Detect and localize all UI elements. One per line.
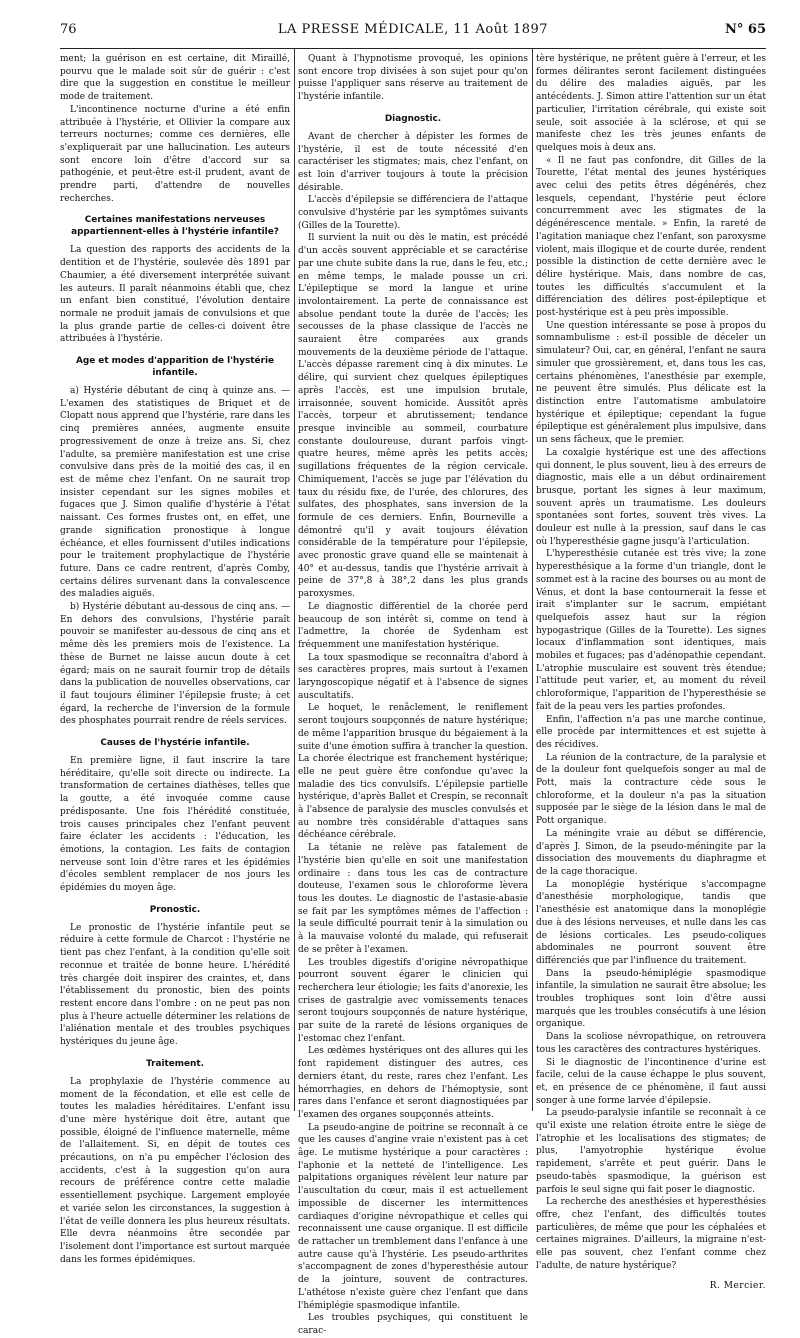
paragraph: La monoplégie hystérique s'accompagne d'anesthésie morphologique, tandis que l'anesthésie est anatomique dans la monoplégie due à des lésions nerveuses, et nulle dans les cas de lésions corticales. Les pseudo-coliques abdominales ne pourront souvent être différenciés que par l'influence du traitement. <box>536 879 766 966</box>
article-body <box>60 48 766 1336</box>
paragraph: La prophylaxie de l'hystérie commence au moment de la fécondation, et elle est celle de toutes les maladies héréditaires. L'enfant issu d'une mère hystérique doit être, autant que possible, éloigné de l'influence maternelle, même de l'allaitement. Si, en dépit de toutes ces précautions, on n'a pu empêcher l'éclosion des accidents, c'est à la suggestion qu'on aura recours de préférence contre cette maladie essentiellement psychique. Largement employée et variée selon les circonstances, la suggestion à l'état de veille donnera les plus heureux résultats. Elle devra néanmoins être secondée par l'isolement dont l'importance est surtout marquée dans les formes épidémiques. <box>60 1076 290 1265</box>
paragraph: Les troubles digestifs d'origine névropathique pourront souvent égarer le clinicien qui recherchera leur étiologie; les faits d'anorexie, les crises de gastralgie avec vomissements tenaces seront toujours soupçonnés de nature hystérique, par suite de la rareté de lésions organiques de l'estomac chez l'enfant. <box>298 957 528 1044</box>
paragraph: La recherche des anesthésies et hyperesthésies offre, chez l'enfant, des difficultés toutes particulières, de même que pour les céphalées et certaines migraines. D'ailleurs, la migraine n'est-elle pas souvent, chez l'enfant comme chez l'adulte, de nature hystérique? <box>536 1197 766 1271</box>
page-header <box>60 22 766 44</box>
paragraph: L'accès d'épilepsie se différenciera de l'attaque convulsive d'hystérie par les symptômes suivants (Gilles de la Tourette). <box>298 195 528 231</box>
paragraph: La méningite vraie au début se différencie, d'après J. Simon, de la pseudo-méningite par la dissociation des mouvements du diaphragme et de la cage thoracique. <box>536 828 766 877</box>
paragraph: En première ligne, il faut inscrire la tare héréditaire, qu'elle soit directe ou indirecte. La transformation de certaines diathèses, telles que la goutte, a été invoquée comme cause prédisposante. Une fois l'hérédité constituée, trois causes principales chez l'enfant peuvent faire éclater les accidents : l'éducation, les émotions, la contagion. Les faits de contagion nerveuse sont loin d'être rares et les épidémies d'écoles semblent remplacer de nos jours les épidémies du moyen âge. <box>60 756 290 894</box>
section-heading: Diagnostic. <box>384 113 442 124</box>
page-number: 76 <box>60 22 77 37</box>
paragraph: Il survient la nuit ou dès le matin, est précédé d'un accès souvent appréciable et se caractérise par une chute subite dans la rue, dans le feu, etc.; en même temps, le malade pousse un cri. L'épileptique se mord la langue et urine involontairement. La perte de connaissance est absolue pendant toute la durée de l'accès; les secousses de la phase classique de l'accès ne sauraient être comparées aux grands mouvements de la deuxième période de l'attaque. L'accès dépasse rarement cinq à dix minutes. Le délire, qui survient chez quelques épileptiques après l'accès, est une impulsion brutale, irraisonnée, souvent homicide. Aussitôt après l'accès, torpeur et abrutissement; tendance presque invincible au sommeil, courbature constante douloureuse, durant parfois vingt-quatre heures, même après les petits accès; sugillations fréquentes de la région cervicale. Chimiquement, l'accès se juge par l'élévation du taux du résidu fixe, de l'urée, des chlorures, des sulfates, des phosphates, sans inversion de la formule de ces derniers. Enfin, Bourneville a démontré qu'il y avait toujours élévation considérable de la température pour l'épilepsie, avec pronostic grave quand elle se maintenait à 40° et au-dessus, tandis que l'hystérie arrivait à peine de 37°,8 à 38°,2 dans les plus grands paroxysmes. <box>298 233 528 600</box>
paragraph: La tétanie ne relève pas fatalement de l'hystérie bien qu'elle en soit une manifestation ordinaire : dans tous les cas de contracture douteuse, l'examen sous le chloroforme lèvera tous les doutes. Le diagnostic de l'astasie-abasie se fait par les symptômes mêmes de l'affection : la seule difficulté pourrait tenir à la simulation ou à la mauvaise volonté du malade, qui refuserait de se prêter à l'examen. <box>298 843 528 955</box>
column-rule <box>294 49 295 1111</box>
paragraph: tère hystérique, ne prêtent guère à l'erreur, et les formes délirantes seront facilement distinguées du délire des maladies aiguës, par les antécédents. J. Simon attire l'attention sur un état particulier, l'irritation cérébrale, qui existe soit seule, soit associée à la sclérose, et qui se manifeste chez les très jeunes enfants de quelques mois à deux ans. <box>536 54 766 153</box>
paragraph: La pseudo-paralysie infantile se reconnaît à ce qu'il existe une relation étroite entre le siège de l'atrophie et les localisations des stigmates; de plus, l'amyotrophie hystérique évolue rapidement, s'arrête et peut guérir. Dans le pseudo-tabès spasmodique, la guérison est parfois le seul signe qui fait poser le diagnostic. <box>536 1108 766 1195</box>
paragraph: La coxalgie hystérique est une des affections qui donnent, le plus souvent, lieu à des erreurs de diagnostic, mais elle a un début ordinairement brusque, portant les signes à leur maximum, souvent après un traumatisme. Les douleurs spontanées sont fortes, souvent très vives. La douleur est nulle à la pression, sauf dans le cas où l'hyperesthésie gagne jusqu'à l'articulation. <box>536 447 766 547</box>
paragraph: Le pronostic de l'hystérie infantile peut se réduire à cette formule de Charcot : l'hystérie ne tient pas chez l'enfant, à la condition qu'elle soit reconnue et traitée de bonne heure. L'hérédité très chargée doit inspirer des craintes, et, dans l'établissement du pronostic, bien des points restent encore dans l'ombre : on ne peut pas non plus à l'heure actuelle déterminer les relations de l'aliénation mentale et des troubles psychiques hystériques du jeune âge. <box>60 922 290 1048</box>
paragraph: L'incontinence nocturne d'urine a été enfin attribuée à l'hystérie, et Ollivier la compare aux terreurs nocturnes; comme ces dernières, elle s'expliquerait par une hallucination. Les auteurs sont encore loin d'être d'accord sur sa pathogénie, et peut-être est-il prudent, avant de prendre parti, d'attendre de nouvelles recherches. <box>60 104 290 204</box>
section-heading: Traitement. <box>146 1058 204 1069</box>
section-heading: Causes de l'hystérie infantile. <box>100 738 250 749</box>
journal-title: LA PRESSE MÉDICALE, 11 Août 1897 <box>277 22 549 37</box>
section-heading: Certaines manifestations nerveuses appartiennent-elles à l'hystérie infantile? <box>71 215 279 238</box>
paragraph: Si le diagnostic de l'incontinence d'urine est facile, celui de la cause échappe le plus souvent, et, en présence de ce phénomène, il faut aussi songer à une forme larvée d'épilepsie. <box>536 1057 766 1106</box>
paragraph: Les œdèmes hystériques ont des allures qui les font rapidement distinguer des autres, ces derniers étant, du reste, rares chez l'enfant. Les hémorrhagies, en dehors de l'hémoptysie, sont rares dans l'enfance et seront diagnostiquées par l'examen des organes soupçonnés atteints. <box>298 1046 528 1120</box>
paragraph: L'hyperesthésie cutanée est très vive; la zone hyperesthésique a la forme d'un triangle, dont le sommet est à la racine des bourses ou au mont de Vénus, et dont la base contournerait la fesse et irait s'implanter sur le sacrum, empiétant quelquefois assez haut sur la région hypogastrique (Gilles de la Tourette). Les signes locaux d'inflammation sont identiques, mais mobiles et fugaces; pas d'adénopathie cependant. L'atrophie musculaire est souvent très étendue; l'attitude peut varier, et, au moment du réveil chloroformique, l'apparition de l'hyperesthésie se fait de la peau vers les parties profondes. <box>536 549 766 712</box>
paragraph: Avant de chercher à dépister les formes de l'hystérie, il est de toute nécessité d'en caractériser les stigmates; mais, chez l'enfant, on est loin d'arriver toujours à toute la précision désirable. <box>298 131 528 193</box>
paragraph: Les troubles psychiques, qui constituent le carac- <box>298 1313 528 1336</box>
section-heading: Pronostic. <box>149 904 201 915</box>
section-heading: Age et modes d'apparition de l'hystérie infantile. <box>75 356 275 379</box>
column-1 <box>60 49 290 1265</box>
paragraph: Dans la pseudo-hémiplégie spasmodique infantile, la simulation ne saurait être absolue; les troubles trophiques sont loin d'être aussi marqués que les troubles consécutifs à une lésion organique. <box>536 968 766 1030</box>
paragraph: La question des rapports des accidents de la dentition et de l'hystérie, soulevée dès 1891 par Chaumier, a été diversement interprétée suivant les auteurs. Il paraît néanmoins établi que, chez un enfant bien constitué, l'évolution dentaire normale ne produit jamais de convulsions et que la plus grande partie de celles-ci doivent être attribuées à l'hystérie. <box>60 245 290 345</box>
paragraph: La toux spasmodique se reconnaîtra d'abord à ses caractères propres, mais surtout à l'examen laryngoscopique négatif et à l'absence de signes auscultatifs. <box>298 652 528 701</box>
paragraph: La pseudo-angine de poitrine se reconnaît à ce que les causes d'angine vraie n'existent pas à cet âge. Le mutisme hystérique a pour caractères : l'aphonie et la netteté de l'intelligence. Les palpitations organiques révèlent leur nature par l'auscultation du cœur, mais il est actuellement impossible de discerner les intermittences cardiaques d'origine névropathique et celles qui reconnaissent une cause organique. Il est difficile de rattacher un tremblement dans l'enfance à une autre cause qu'à l'hystérie. Les pseudo-arthrites s'accompagnent de zones d'hyperesthésie autour de la jointure, souvent de contractures. L'athétose n'existe guère chez l'enfant que dans l'hémiplégie spasmodique infantile. <box>298 1122 528 1311</box>
paragraph: a) Hystérie débutant de cinq à quinze ans. — L'examen des statistiques de Briquet et de Clopatt nous apprend que l'hystérie, rare dans les cinq premières années, augmente ensuite progressivement de onze à treize ans. Si, chez l'adulte, sa première manifestation est une crise convulsive dans près de la moitié des cas, il en est de même chez l'enfant. On ne saurait trop insister cependant sur les signes mobiles et fugaces que J. Simon qualifie d'hystérie à l'état naissant. Ces formes frustes ont, en effet, une grande signification pronostique à longue échéance, et elles fournissent d'utiles indications pour le traitement prophylactique de l'hystérie future. Dans ce cadre rentrent, d'après Comby, certains délires survenant dans la convalescence des maladies aiguës. <box>60 386 290 600</box>
paragraph: « Il ne faut pas confondre, dit Gilles de la Tourette, l'état mental des jeunes hystériques avec celui des petits êtres dégénérés, chez lesquels, cependant, l'hystérie peut éclore concurremment avec les stigmates de la dégénérescence mentale. » Enfin, la rareté de l'agitation maniaque chez l'enfant, son paroxysme violent, mais illogique et de courte durée, rendent possible la distinction de cette dernière avec le délire hystérique. Mais, dans nombre de cas, toutes les difficultés s'accumulent et la différenciation des délires post-épileptique et post-hystérique est à peu près impossible. <box>536 155 766 319</box>
author-signature: R. Mercier. <box>709 1280 766 1291</box>
paragraph: Le hoquet, le renâclement, le reniflement seront toujours soupçonnés de nature hystérique; de même l'apparition brusque du bégaiement à la suite d'une émotion suffira à trancher la question. La chorée électrique est franchement hystérique; elle ne peut guère être confondue qu'avec la maladie des tics convulsifs. L'épilepsie partielle hystérique, d'après Ballet et Crespin, se reconnaît à l'absence de paralysie des muscles convulsés et au nombre très considérable d'attaques sans déchéance cérébrale. <box>298 703 528 841</box>
paragraph: b) Hystérie débutant au-dessous de cinq ans. — En dehors des convulsions, l'hystérie paraît pouvoir se manifester au-dessous de cinq ans et même dès les premiers mois de l'existence. La thèse de Burnet ne laisse aucun doute à cet égard; mais on ne saurait fournir trop de détails dans la publication de nouvelles observations, car il faut toujours éliminer l'épilepsie fruste; à cet égard, la recherche de l'inversion de la formule des phosphates pourrait rendre de réels services. <box>60 602 290 727</box>
paragraph: Enfin, l'affection n'a pas une marche continue, elle procède par intermittences et est sujette à des récidives. <box>536 714 766 750</box>
paragraph: Quant à l'hypnotisme provoqué, les opinions sont encore trop divisées à son sujet pour qu'on puisse l'appliquer sans réserve au traitement de l'hystérie infantile. <box>298 54 528 103</box>
issue-number: N° 65 <box>725 22 766 37</box>
paragraph: Le diagnostic différentiel de la chorée perd beaucoup de son intérêt si, comme on tend à l'admettre, la chorée de Sydenham est fréquemment une manifestation hystérique. <box>298 601 528 650</box>
paragraph: La réunion de la contracture, de la paralysie et de la douleur font quelquefois songer au mal de Pott, mais la contracture cède sous le chloroforme, et la douleur n'a pas la situation supposée par le siège de la lésion dans le mal de Pott organique. <box>536 752 766 827</box>
column-3 <box>536 49 766 1291</box>
column-2 <box>298 49 528 1336</box>
paragraph: Dans la scoliose névropathique, on retrouvera tous les caractères des contractures hystériques. <box>536 1032 766 1055</box>
paragraph: Une question intéressante se pose à propos du somnambulisme : est-il possible de déceler un simulateur? Oui, car, en général, l'enfant ne saura simuler que grossièrement, et, dans tous les cas, certains phénomènes, l'anesthésie par exemple, ne peuvent être simulés. Plus délicate est la distinction entre l'automatisme ambulatoire hystérique et épileptique; cependant la fugue épileptique est généralement plus impulsive, dans un sens fâcheux, que le premier. <box>536 320 766 446</box>
column-rule <box>532 49 533 1111</box>
paragraph: ment; la guérison en est certaine, dit Miraillé, pourvu que le malade soit sûr de guérir : c'est dire que la suggestion en constitue le meilleur mode de traitement. <box>60 54 290 103</box>
